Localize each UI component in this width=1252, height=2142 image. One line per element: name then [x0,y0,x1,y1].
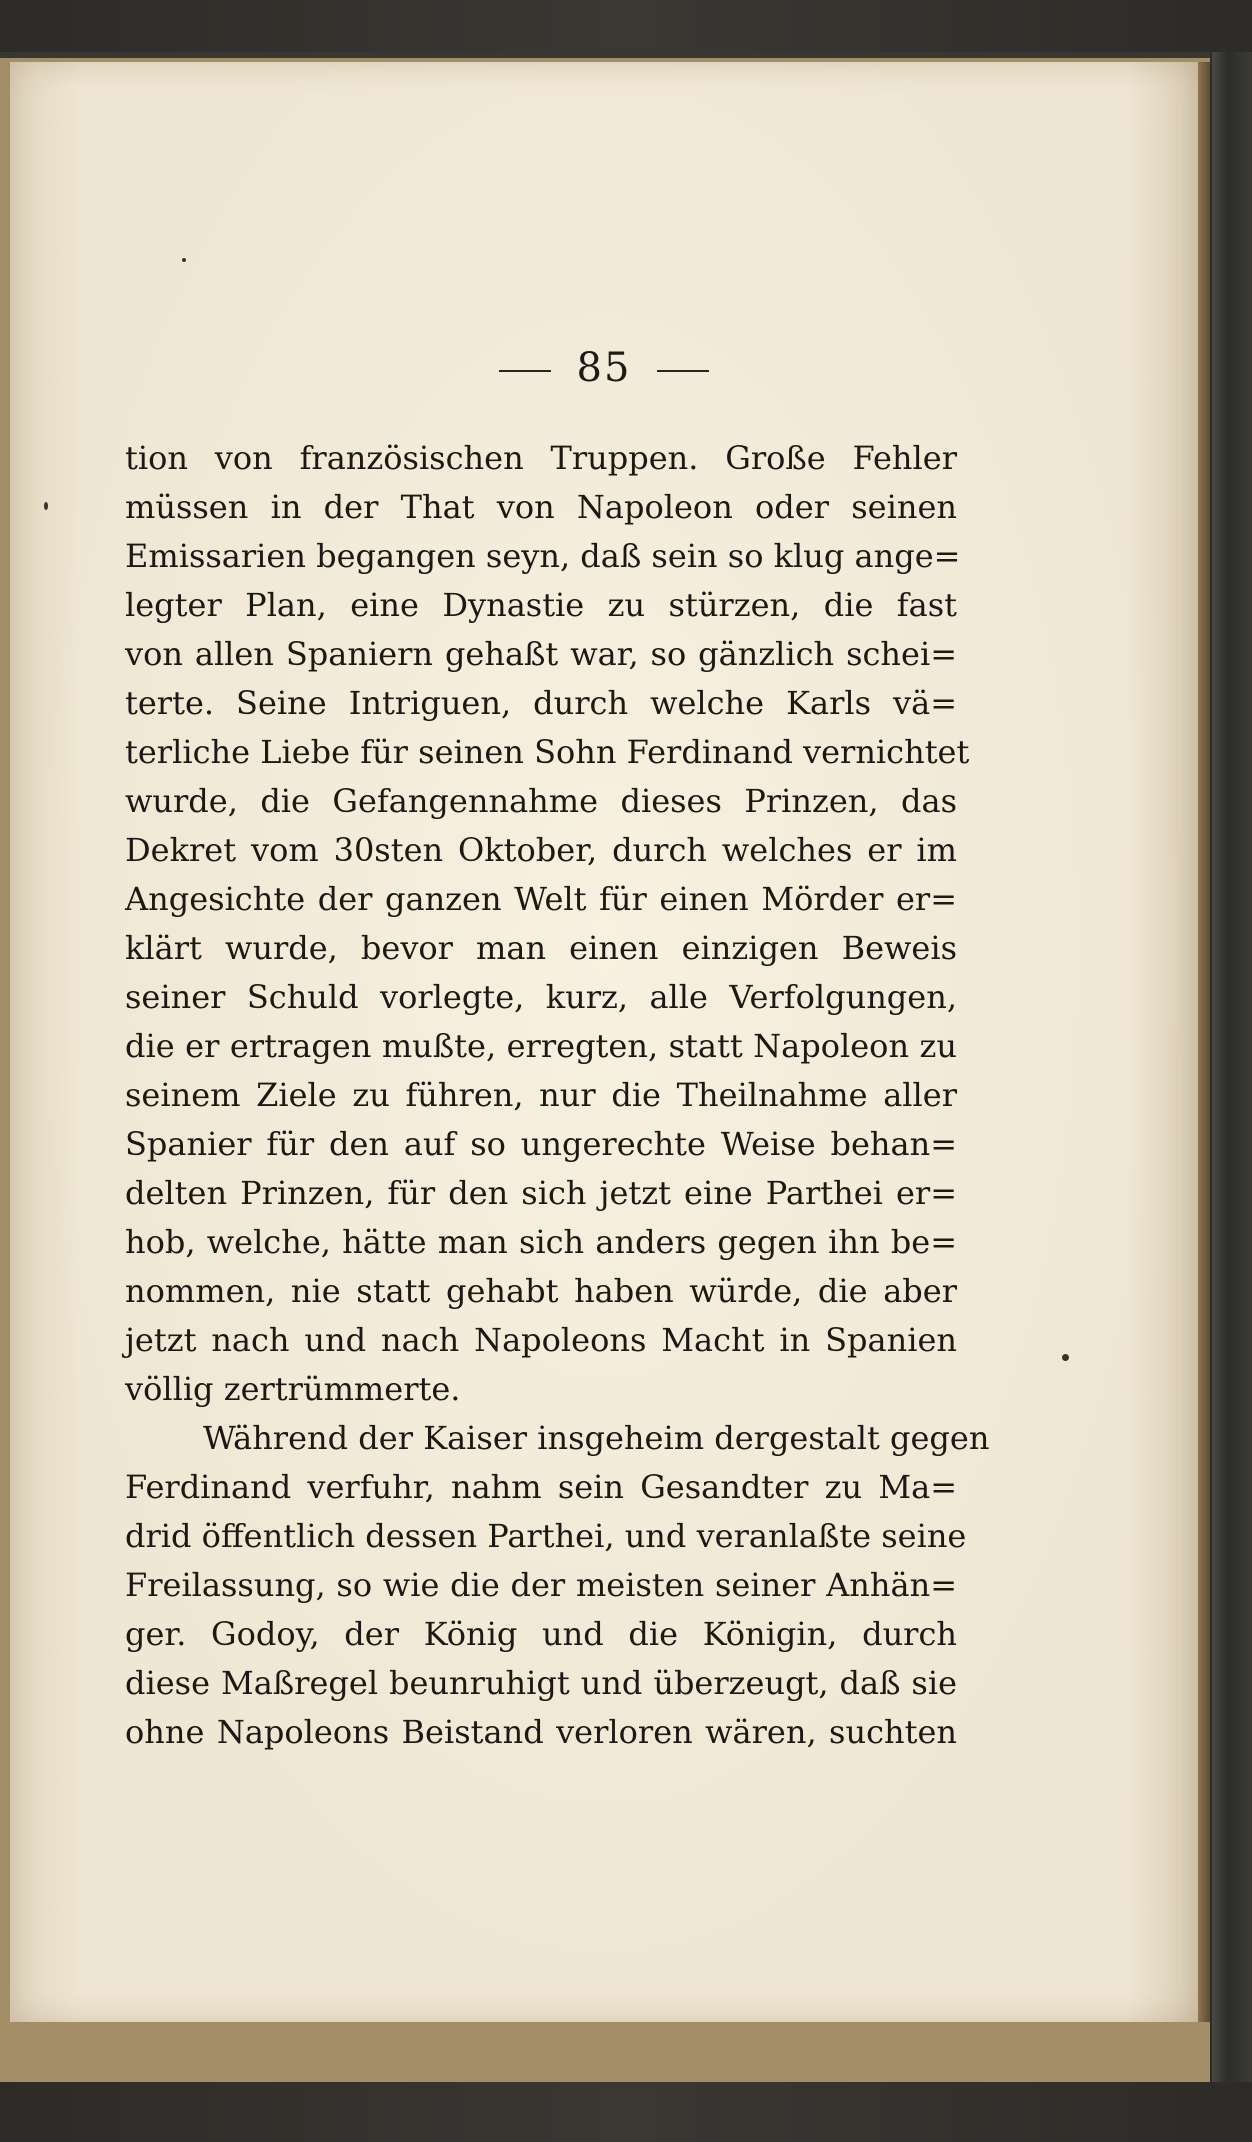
text-line: ger. Godoy, der König und die Königin, durch [125,1615,957,1653]
text-line: Emissarien begangen seyn, daß sein so klug ange= [125,537,961,575]
book-cover-edge [1212,52,1252,2082]
left-dash [499,370,551,372]
paper-speck [1062,1354,1069,1361]
paragraph-end-line: völlig zertrümmerte. [125,1370,461,1408]
right-dash [657,370,709,372]
text-line: wurde, die Gefangennahme dieses Prinzen, das [125,782,957,820]
page-number: 85 [576,345,632,391]
text-line: terte. Seine Intriguen, durch welche Karls vä= [125,684,957,722]
text-line: nommen, nie statt gehabt haben würde, die aber [125,1272,957,1310]
text-line: die er ertragen mußte, erregten, statt Napoleon zu [125,1027,957,1065]
book-page [10,62,1198,2022]
text-line: Dekret vom 30sten Oktober, durch welches er im [125,831,957,869]
paper-speck [182,258,186,262]
text-line: von allen Spaniern gehaßt war, so gänzlich schei= [125,635,957,673]
text-line: Freilassung, so wie die der meisten seiner Anhän= [125,1566,957,1604]
text-line: drid öffentlich dessen Parthei, und veranlaßte seine [125,1517,967,1555]
text-line: Angesichte der ganzen Welt für einen Mörder er= [125,880,957,918]
text-line: müssen in der That von Napoleon oder seinen [125,488,957,526]
page-edge [1198,62,1210,2022]
text-line: ohne Napoleons Beistand verloren wären, suchten [125,1713,957,1751]
text-line: klärt wurde, bevor man einen einzigen Beweis [125,929,957,967]
text-line: tion von französischen Truppen. Große Fehler [125,439,957,477]
paper-speck [44,502,48,510]
page-number-header [10,345,1198,391]
text-line: delten Prinzen, für den sich jetzt eine Parthei er= [125,1174,957,1212]
text-line: hob, welche, hätte man sich anders gegen ihn be= [125,1223,957,1261]
text-line: Spanier für den auf so ungerechte Weise behan= [125,1125,957,1163]
text-line: terliche Liebe für seinen Sohn Ferdinand vernichtet [125,733,970,771]
body-text [125,434,990,1757]
text-line: legter Plan, eine Dynastie zu stürzen, die fast [125,586,957,624]
text-line: diese Maßregel beunruhigt und überzeugt, daß sie [125,1664,957,1702]
text-line: seiner Schuld vorlegte, kurz, alle Verfolgungen, [125,978,957,1016]
text-line: Ferdinand verfuhr, nahm sein Gesandter zu Ma= [125,1468,957,1506]
text-line: seinem Ziele zu führen, nur die Theilnahme aller [125,1076,957,1114]
text-line: jetzt nach und nach Napoleons Macht in Spanien [125,1321,957,1359]
paragraph-first-line: Während der Kaiser insgeheim dergestalt gegen [203,1419,990,1457]
